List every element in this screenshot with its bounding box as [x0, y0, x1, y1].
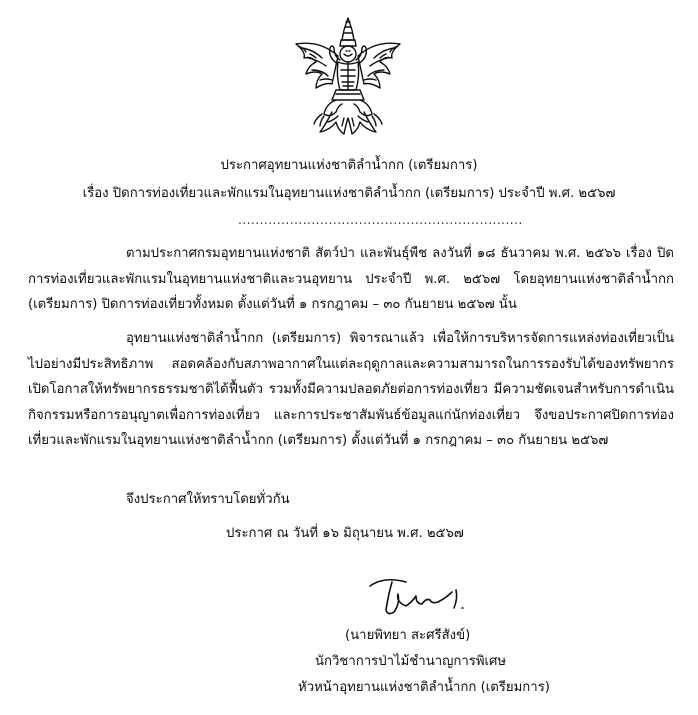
signer-position: นักวิชาการป่าไม้ชำนาญการพิเศษ — [315, 654, 507, 669]
signer-name: (นายพิทยา สะศรีสังข์) — [345, 628, 471, 643]
handwritten-signature-icon — [366, 574, 476, 620]
announcement-issuer: ประกาศอุทยานแห่งชาติลำน้ำกก (เตรียมการ) — [220, 158, 478, 173]
garuda-emblem-icon — [286, 14, 410, 140]
signer-role: หัวหน้าอุทยานแห่งชาติลำน้ำกก (เตรียมการ) — [298, 680, 550, 695]
paragraph-reference: ตามประกาศกรมอุทยานแห่งชาติ สัตว์ป่า และพันธุ์พืช ลงวันที่ ๑๘ ธันวาคม พ.ศ. ๒๕๖๖ เรื่อง ปิดการท่องเที่ยวและพักแรมในอุทยานแห่งชาติและวนอุทยาน ประจำปี พ.ศ. ๒๕๖๗ โดยอุทยานแห่งชาติลำน้ำกก (เตรียมการ) ปิดการท่องเที่ยวทั้งหมด ตั้งแต่วันที่ ๑ กรกฎาคม – ๓๐ กันยายน ๒๕๖๗ นั้น — [28, 246, 674, 312]
announcement-date: ประกาศ ณ วันที่ ๑๖ มิถุนายน พ.ศ. ๒๕๖๗ — [226, 526, 464, 541]
header-divider: .................................................................. — [238, 213, 523, 227]
paragraph-decision: อุทยานแห่งชาติลำน้ำกก (เตรียมการ) พิจารณาแล้ว เพื่อให้การบริหารจัดการแหล่งท่องเที่ยวเป็นไปอย่างมีประสิทธิภาพ สอดคล้องกับสภาพอากาศในแต่ละฤดูกาลและความสามารถในการรองรับได้ของทรัพยากร เปิดโอกาสให้ทรัพยากรธรรมชาติได้ฟื้นตัว รวมทั้งมีความปลอดภัยต่อการท่องเที่ยว มีความชัดเจนสำหรับการดำเนินกิจกรรมหรือการอนุญาตเพื่อการท่องเที่ยว และการประชาสัมพันธ์ข้อมูลแก่นักท่องเที่ยว จึงขอประกาศปิดการท่องเที่ยวและพักแรมในอุทยานแห่งชาติลำน้ำกก (เตรียมการ) ตั้งแต่วันที่ ๑ กรกฎาคม – ๓๐ กันยายน ๒๕๖๗ — [28, 331, 674, 448]
announcement-subject: เรื่อง ปิดการท่องเที่ยวและพักแรมในอุทยานแห่งชาติลำน้ำกก (เตรียมการ) ประจำปี พ.ศ. ๒๕๖๗ — [82, 186, 616, 201]
paragraph-closing: จึงประกาศให้ทราบโดยทั่วกัน — [126, 492, 290, 507]
